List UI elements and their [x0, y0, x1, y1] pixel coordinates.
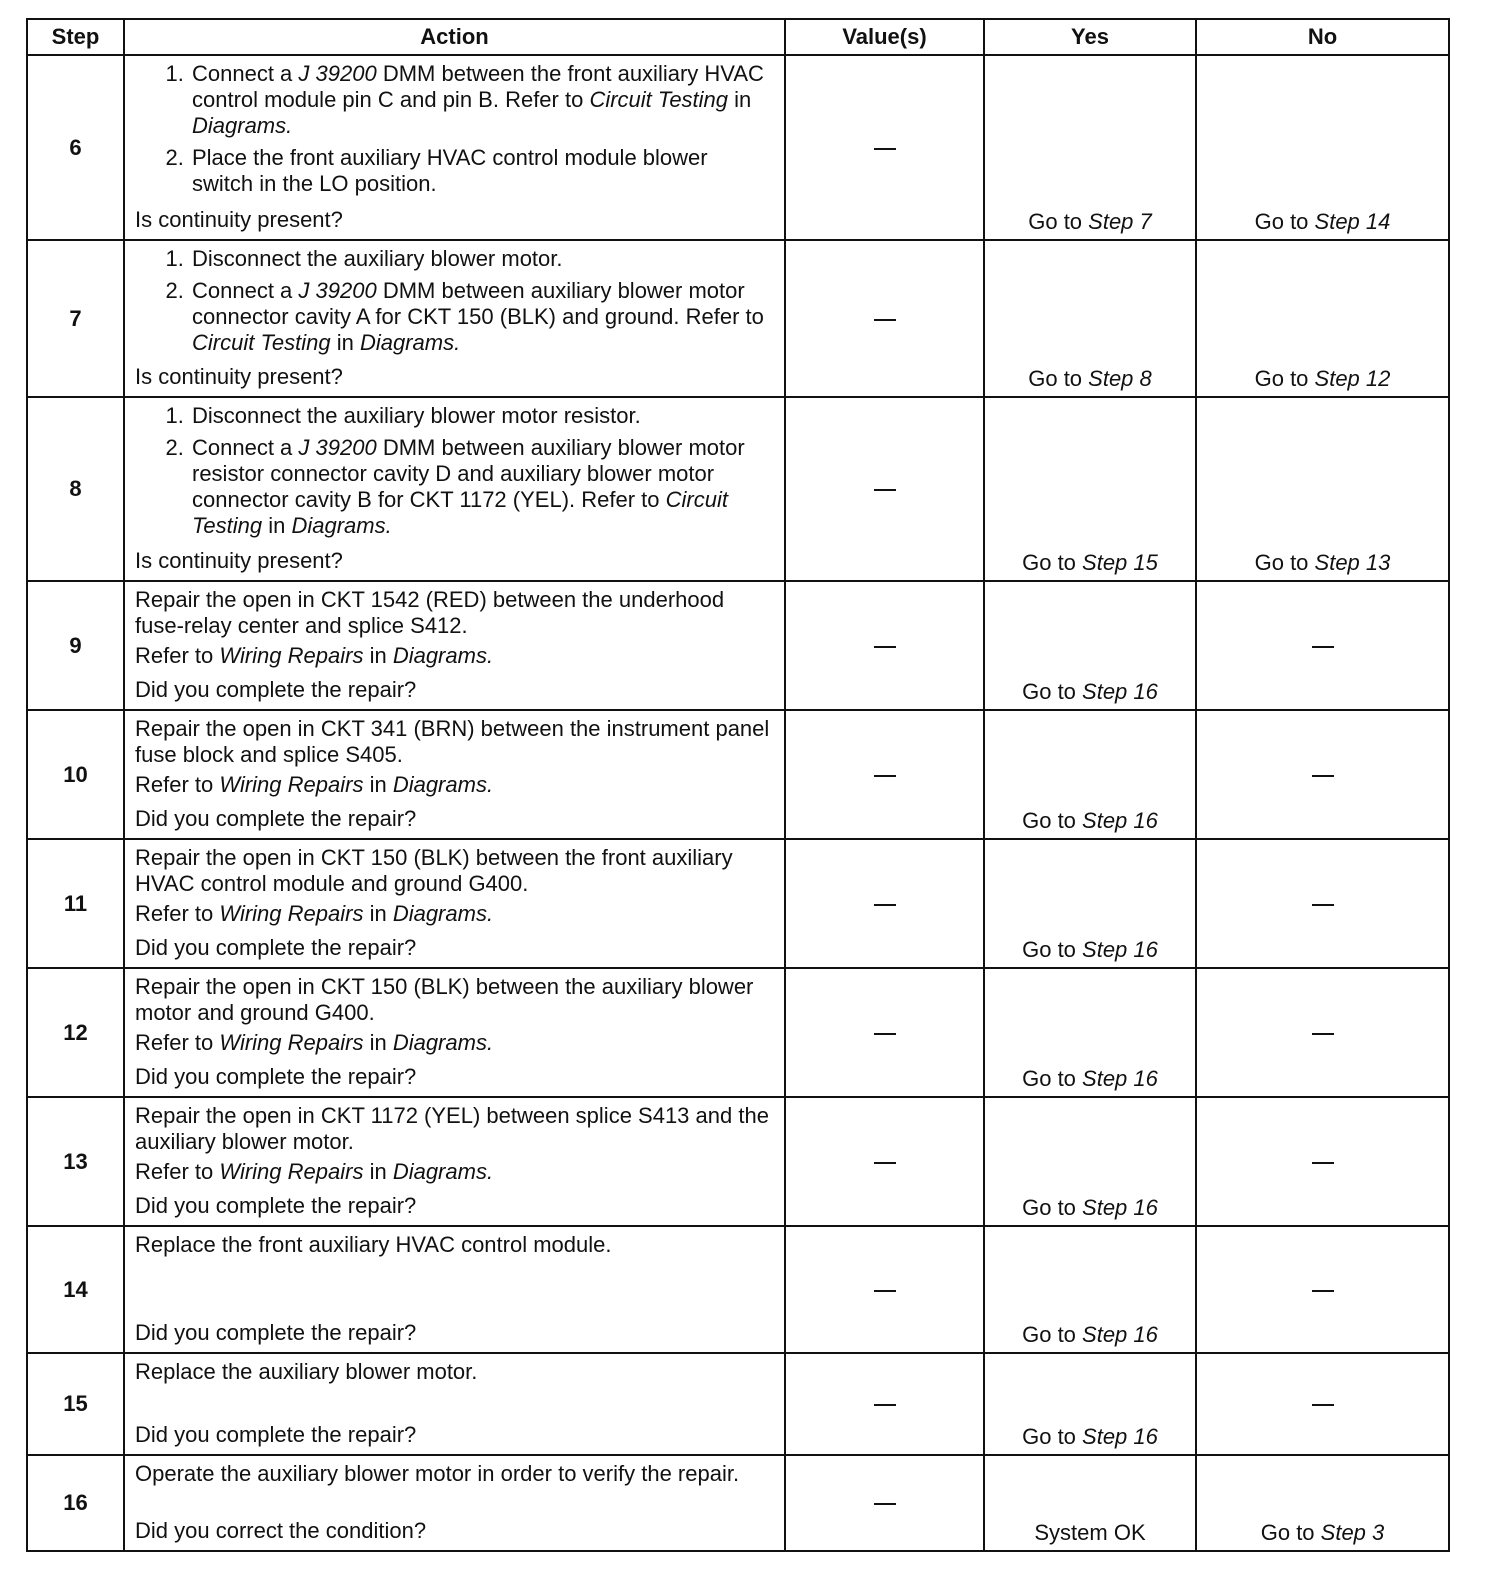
action-cell [124, 1226, 785, 1353]
italic-text: Step 8 [1088, 366, 1152, 391]
action-content [135, 1103, 774, 1219]
value-dash [874, 1503, 896, 1505]
values-cell [785, 1455, 984, 1551]
text-run: in [363, 643, 393, 668]
action-instructions [135, 587, 774, 673]
italic-text: Circuit Testing [192, 487, 728, 538]
italic-text: Step 16 [1082, 1424, 1158, 1449]
values-cell [785, 1226, 984, 1353]
value-dash [874, 319, 896, 321]
step-number: 10 [27, 710, 124, 839]
text-run: Repair the open in CKT 150 (BLK) between the front auxiliary HVAC control module and ground G400. [135, 845, 733, 896]
instruction-line [135, 1359, 774, 1385]
header-row [27, 19, 1449, 55]
no-cell [1196, 1353, 1449, 1455]
instruction-line [135, 587, 774, 639]
action-instructions [135, 1461, 774, 1491]
action-content [135, 1359, 774, 1448]
text-run: Go to [1260, 1520, 1321, 1545]
italic-text: Diagrams. [392, 1030, 494, 1055]
text-run: Go to [1022, 937, 1083, 962]
action-content [135, 587, 774, 703]
action-cell [124, 581, 785, 710]
value-dash [874, 1404, 896, 1406]
table-row [27, 710, 1449, 839]
values-cell [785, 839, 984, 968]
text-run: in [330, 330, 360, 355]
no-dash [1312, 775, 1334, 777]
action-cell [124, 1097, 785, 1226]
italic-text: Step 7 [1088, 209, 1152, 234]
yes-cell [984, 397, 1196, 581]
action-content [135, 61, 774, 233]
italic-text: Diagrams. [392, 772, 494, 797]
value-dash [874, 489, 896, 491]
values-cell [785, 240, 984, 397]
text-run: Go to [1028, 366, 1089, 391]
text-run: DMM between auxiliary blower motor resistor connector cavity D and auxiliary blower motor connector cavity B for CKT 1172 (YEL). Refer to [192, 435, 745, 512]
action-cell [124, 1353, 785, 1455]
italic-text: Diagrams. [291, 513, 392, 538]
text-run: Go to [1254, 550, 1315, 575]
instruction-line [135, 1232, 774, 1258]
action-content [135, 1232, 774, 1346]
no-cell [1196, 397, 1449, 581]
italic-text: Step 16 [1082, 1322, 1158, 1347]
action-cell [124, 710, 785, 839]
table-row [27, 839, 1449, 968]
values-cell [785, 1097, 984, 1226]
action-instructions [135, 1232, 774, 1262]
italic-text: Wiring Repairs [219, 1159, 364, 1184]
instruction-list [135, 61, 774, 197]
no-dash [1312, 1162, 1334, 1164]
italic-text: Diagrams. [392, 643, 494, 668]
action-cell [124, 55, 785, 240]
action-question: Did you complete the repair? [135, 1193, 417, 1218]
italic-text: J 39200 [298, 278, 377, 303]
table-row [27, 240, 1449, 397]
italic-text: Diagrams. [192, 113, 293, 138]
italic-text: J 39200 [298, 435, 377, 460]
value-dash [874, 1162, 896, 1164]
instruction-line [135, 643, 774, 669]
text-run: Place the front auxiliary HVAC control module blower switch in the LO position. [192, 145, 708, 196]
text-run: Replace the front auxiliary HVAC control module. [135, 1232, 612, 1257]
no-cell [1196, 1097, 1449, 1226]
text-run: in [363, 901, 393, 926]
action-question: Did you complete the repair? [135, 806, 417, 831]
instruction-item [190, 61, 774, 139]
action-instructions [135, 716, 774, 802]
action-instructions [135, 61, 774, 203]
action-cell [124, 397, 785, 581]
table-body [27, 55, 1449, 1551]
step-number: 16 [27, 1455, 124, 1551]
table-row [27, 1353, 1449, 1455]
step-number: 15 [27, 1353, 124, 1455]
italic-text: Step 15 [1082, 550, 1158, 575]
text-run: Repair the open in CKT 1542 (RED) between the underhood fuse-relay center and splice S412. [135, 587, 725, 638]
action-question: Did you complete the repair? [135, 1320, 417, 1345]
values-cell [785, 581, 984, 710]
table-row [27, 581, 1449, 710]
header-no: No [1196, 19, 1449, 55]
action-cell [124, 968, 785, 1097]
no-cell [1196, 240, 1449, 397]
table-row [27, 1226, 1449, 1353]
instruction-line [135, 1030, 774, 1056]
action-cell [124, 839, 785, 968]
italic-text: Wiring Repairs [219, 772, 364, 797]
text-run: Repair the open in CKT 341 (BRN) between the instrument panel fuse block and splice S405. [135, 716, 770, 767]
instruction-line [135, 1103, 774, 1155]
step-number: 12 [27, 968, 124, 1097]
no-cell [1196, 839, 1449, 968]
no-dash [1312, 1033, 1334, 1035]
text-run: Go to [1022, 1066, 1083, 1091]
no-cell [1196, 968, 1449, 1097]
text-run: Go to [1022, 1424, 1083, 1449]
instruction-list [135, 403, 774, 539]
step-number: 6 [27, 55, 124, 240]
yes-cell [984, 839, 1196, 968]
action-instructions [135, 974, 774, 1060]
no-cell [1196, 1226, 1449, 1353]
italic-text: Step 12 [1314, 366, 1391, 391]
text-run: Refer to [135, 1159, 220, 1184]
italic-text: Wiring Repairs [219, 643, 364, 668]
italic-text: Step 14 [1314, 209, 1391, 234]
values-cell [785, 55, 984, 240]
text-run: in [363, 1159, 393, 1184]
text-run: Go to [1022, 550, 1083, 575]
no-dash [1312, 1290, 1334, 1292]
italic-text: Diagrams. [392, 901, 494, 926]
action-cell [124, 240, 785, 397]
no-cell [1196, 710, 1449, 839]
text-run: Connect a [192, 61, 299, 86]
instruction-item [190, 403, 774, 429]
yes-cell [984, 55, 1196, 240]
italic-text: Step 16 [1082, 1066, 1158, 1091]
values-cell [785, 968, 984, 1097]
italic-text: Diagrams. [359, 330, 461, 355]
action-question: Did you correct the condition? [135, 1518, 427, 1543]
header-action: Action [124, 19, 785, 55]
yes-cell [984, 1455, 1196, 1551]
no-cell [1196, 55, 1449, 240]
step-number: 7 [27, 240, 124, 397]
no-cell [1196, 1455, 1449, 1551]
instruction-line [135, 901, 774, 927]
italic-text: J 39200 [298, 61, 377, 86]
step-number: 8 [27, 397, 124, 581]
action-content [135, 403, 774, 574]
yes-cell [984, 968, 1196, 1097]
text-run: Go to [1254, 366, 1315, 391]
value-dash [874, 775, 896, 777]
italic-text: Circuit Testing [192, 330, 331, 355]
action-instructions [135, 1103, 774, 1189]
value-dash [874, 904, 896, 906]
value-dash [874, 1290, 896, 1292]
instruction-item [190, 246, 774, 272]
italic-text: Diagrams. [392, 1159, 494, 1184]
header-values: Value(s) [785, 19, 984, 55]
text-run: in [363, 1030, 393, 1055]
italic-text: Wiring Repairs [219, 1030, 364, 1055]
action-content [135, 1461, 774, 1544]
value-dash [874, 1033, 896, 1035]
table-row [27, 55, 1449, 240]
no-dash [1312, 904, 1334, 906]
text-run: Connect a [192, 278, 299, 303]
instruction-line [135, 1159, 774, 1185]
table-row [27, 1455, 1449, 1551]
action-content [135, 845, 774, 961]
no-dash [1312, 646, 1334, 648]
instruction-line [135, 716, 774, 768]
text-run: Go to [1022, 808, 1083, 833]
diagnostic-table [26, 18, 1450, 1552]
text-run: Go to [1022, 1322, 1083, 1347]
italic-text: Step 16 [1082, 808, 1158, 833]
text-run: Repair the open in CKT 1172 (YEL) between splice S413 and the auxiliary blower motor. [135, 1103, 769, 1154]
text-run: Go to [1022, 679, 1083, 704]
text-run: Disconnect the auxiliary blower motor resistor. [192, 403, 641, 428]
text-run: Go to [1028, 209, 1089, 234]
text-run: in [363, 772, 393, 797]
italic-text: Step 16 [1082, 1195, 1158, 1220]
instruction-item [190, 278, 774, 356]
text-run: DMM between auxiliary blower motor connector cavity A for CKT 150 (BLK) and ground. Refer to [192, 278, 764, 329]
instruction-line [135, 1461, 774, 1487]
action-question: Did you complete the repair? [135, 1422, 417, 1447]
action-content [135, 716, 774, 832]
italic-text: Wiring Repairs [219, 901, 364, 926]
yes-cell [984, 581, 1196, 710]
text-run: Replace the auxiliary blower motor. [135, 1359, 478, 1384]
text-run: Refer to [135, 772, 220, 797]
instruction-list [135, 246, 774, 356]
italic-text: Step 3 [1320, 1520, 1385, 1545]
instruction-item [190, 145, 774, 197]
yes-cell [984, 240, 1196, 397]
text-run: in [262, 513, 292, 538]
italic-text: Step 13 [1314, 550, 1391, 575]
text-run: Go to [1022, 1195, 1083, 1220]
action-question: Did you complete the repair? [135, 677, 417, 702]
action-content [135, 246, 774, 390]
yes-cell [984, 1353, 1196, 1455]
table-row [27, 397, 1449, 581]
action-question: Is continuity present? [135, 548, 343, 573]
no-cell [1196, 581, 1449, 710]
action-question: Is continuity present? [135, 207, 343, 232]
text-run: Refer to [135, 643, 220, 668]
yes-cell [984, 710, 1196, 839]
step-number: 11 [27, 839, 124, 968]
text-run: Refer to [135, 901, 220, 926]
header-yes: Yes [984, 19, 1196, 55]
instruction-item [190, 435, 774, 539]
action-cell [124, 1455, 785, 1551]
step-number: 9 [27, 581, 124, 710]
action-content [135, 974, 774, 1090]
action-question: Did you complete the repair? [135, 1064, 417, 1089]
text-run: Go to [1254, 209, 1315, 234]
no-dash [1312, 1404, 1334, 1406]
values-cell [785, 710, 984, 839]
instruction-line [135, 845, 774, 897]
text-run: in [728, 87, 752, 112]
step-number: 14 [27, 1226, 124, 1353]
action-question: Did you complete the repair? [135, 935, 417, 960]
values-cell [785, 1353, 984, 1455]
action-instructions [135, 1359, 774, 1389]
action-question: Is continuity present? [135, 364, 343, 389]
action-instructions [135, 246, 774, 362]
value-dash [874, 646, 896, 648]
text-run: DMM between the front auxiliary HVAC control module pin C and pin B. Refer to [192, 61, 764, 112]
text-run: Connect a [192, 435, 299, 460]
header-step: Step [27, 19, 124, 55]
action-instructions [135, 403, 774, 545]
text-run: System OK [1034, 1520, 1146, 1545]
action-instructions [135, 845, 774, 931]
text-run: Disconnect the auxiliary blower motor. [192, 246, 563, 271]
text-run: Repair the open in CKT 150 (BLK) between the auxiliary blower motor and ground G400. [135, 974, 754, 1025]
text-run: Refer to [135, 1030, 220, 1055]
yes-cell [984, 1226, 1196, 1353]
italic-text: Step 16 [1082, 679, 1158, 704]
instruction-line [135, 974, 774, 1026]
text-run: Operate the auxiliary blower motor in order to verify the repair. [135, 1461, 740, 1486]
values-cell [785, 397, 984, 581]
value-dash [874, 148, 896, 150]
italic-text: Circuit Testing [589, 87, 729, 112]
table-row [27, 1097, 1449, 1226]
yes-cell [984, 1097, 1196, 1226]
table-row [27, 968, 1449, 1097]
italic-text: Step 16 [1082, 937, 1158, 962]
step-number: 13 [27, 1097, 124, 1226]
instruction-line [135, 772, 774, 798]
